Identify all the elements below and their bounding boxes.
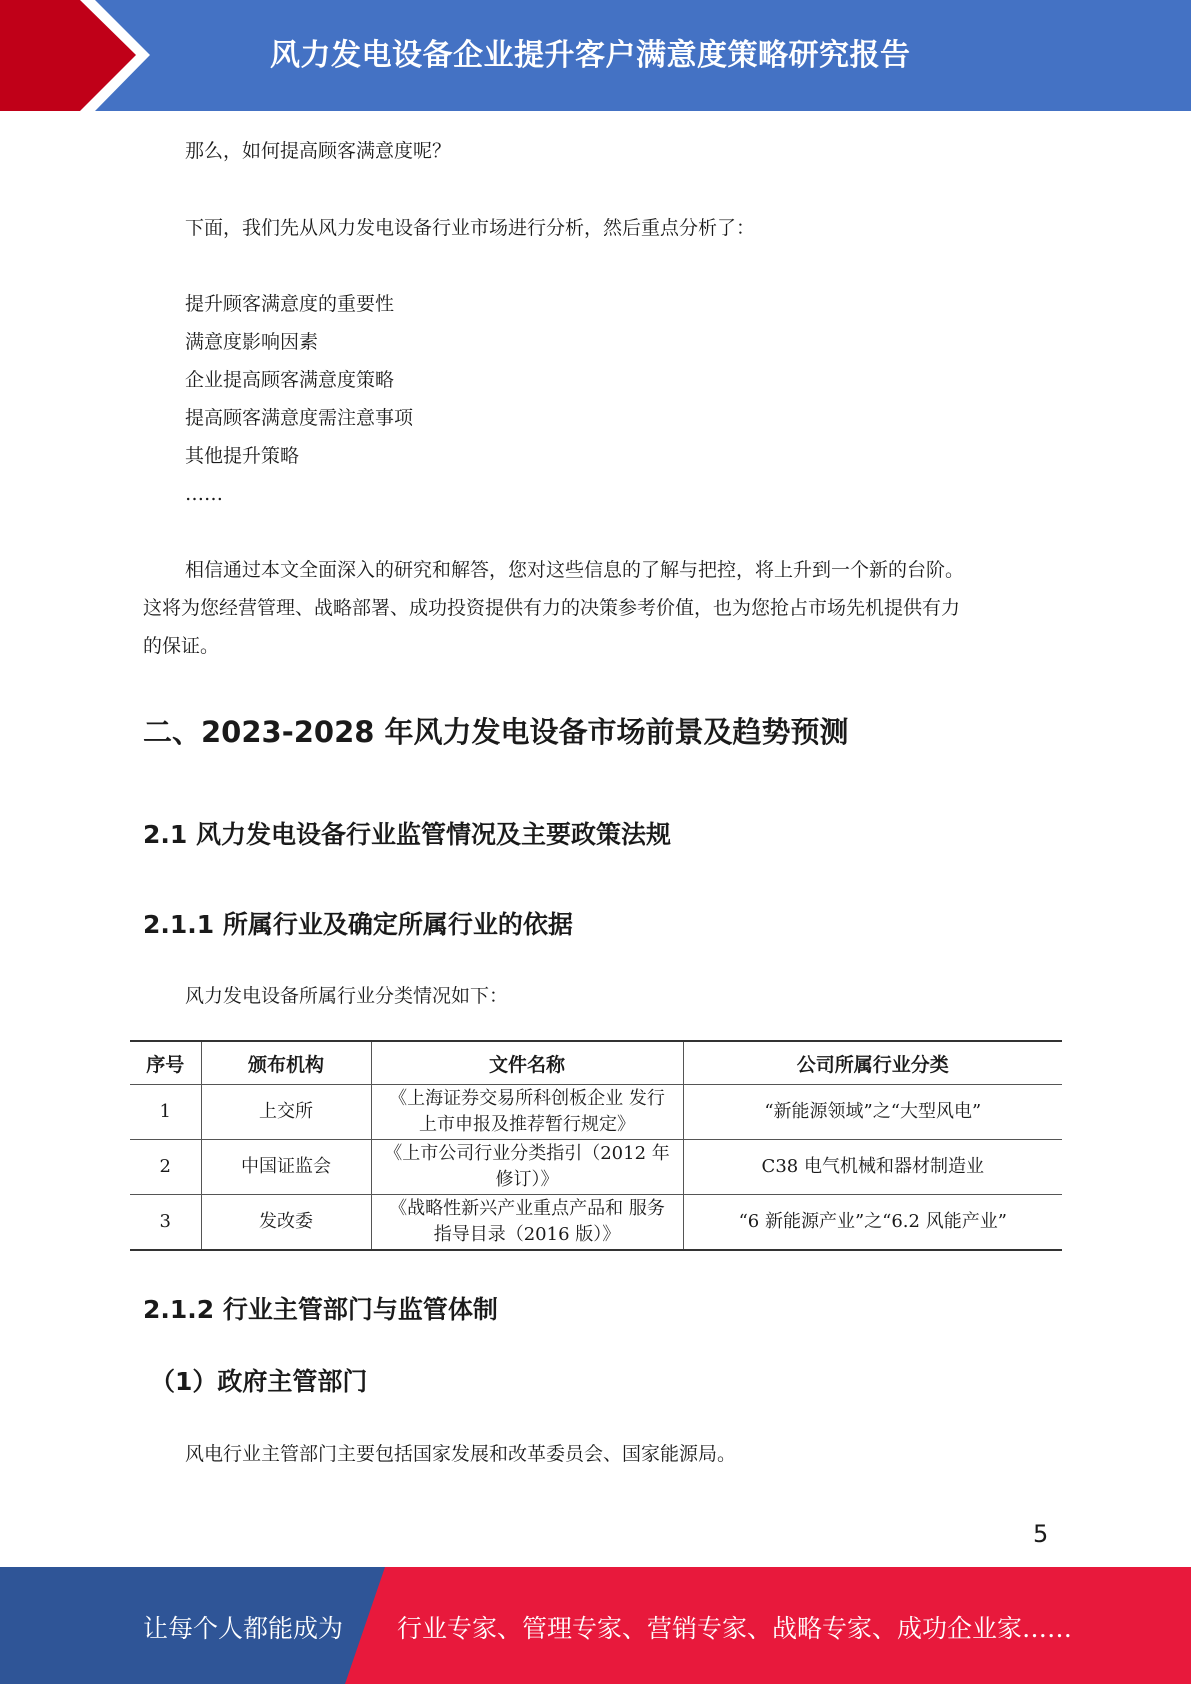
doc-line: 上市申报及推荐暂行规定》 bbox=[419, 1114, 635, 1135]
column-header: 文件名称 bbox=[371, 1041, 683, 1085]
issuing-body: 发改委 bbox=[201, 1195, 371, 1251]
list-item: 其他提升策略 bbox=[185, 445, 300, 467]
row-number: 1 bbox=[130, 1085, 201, 1140]
footer-slogan-left: 让每个人都能成为 bbox=[143, 1614, 344, 1643]
industry-classification-table bbox=[130, 1040, 1062, 1251]
table-row bbox=[130, 1140, 1062, 1195]
list-item: 企业提高顾客满意度策略 bbox=[185, 369, 395, 391]
column-header: 序号 bbox=[130, 1041, 201, 1085]
subsection-subheading: （1）政府主管部门 bbox=[150, 1367, 368, 1396]
column-header: 公司所属行业分类 bbox=[683, 1041, 1062, 1085]
doc-line: 《战略性新兴产业重点产品和 服务 bbox=[389, 1198, 665, 1219]
issuing-body: 上交所 bbox=[201, 1085, 371, 1140]
list-item: …… bbox=[185, 483, 223, 505]
industry-class: C38 电气机械和器材制造业 bbox=[683, 1140, 1062, 1195]
closing-line: 的保证。 bbox=[143, 635, 220, 657]
list-item: 提高顾客满意度需注意事项 bbox=[185, 407, 414, 429]
row-number: 2 bbox=[130, 1140, 201, 1195]
doc-line: 《上海证券交易所科创板企业 发行 bbox=[389, 1088, 665, 1109]
table-header-row bbox=[130, 1041, 1062, 1085]
list-item: 提升顾客满意度的重要性 bbox=[185, 293, 395, 315]
list-item: 满意度影响因素 bbox=[185, 331, 319, 353]
regulator-text: 风电行业主管部门主要包括国家发展和改革委员会、国家能源局。 bbox=[185, 1443, 737, 1465]
column-header: 颁布机构 bbox=[201, 1041, 371, 1085]
intro-question: 那么，如何提高顾客满意度呢？ bbox=[185, 140, 452, 162]
page-header bbox=[0, 0, 1191, 111]
document-name bbox=[371, 1085, 683, 1140]
doc-line: 修订）》 bbox=[495, 1169, 559, 1190]
closing-line: 相信通过本文全面深入的研究和解答，您对这些信息的了解与把控，将上升到一个新的台阶。 bbox=[185, 559, 965, 581]
table-intro: 风力发电设备所属行业分类情况如下： bbox=[185, 985, 509, 1007]
row-number: 3 bbox=[130, 1195, 201, 1251]
industry-class: “6 新能源产业”之“6.2 风能产业” bbox=[683, 1195, 1062, 1251]
doc-line: 《上市公司行业分类指引（2012 年 bbox=[384, 1143, 670, 1164]
intro-lead: 下面，我们先从风力发电设备行业市场进行分析，然后重点分析了： bbox=[185, 217, 756, 239]
subsection-heading: 2.1 风力发电设备行业监管情况及主要政策法规 bbox=[143, 820, 671, 849]
issuing-body: 中国证监会 bbox=[201, 1140, 371, 1195]
subsection-heading: 2.1.2 行业主管部门与监管体制 bbox=[143, 1295, 498, 1324]
page-number: 5 bbox=[1033, 1520, 1049, 1548]
subsection-heading: 2.1.1 所属行业及确定所属行业的依据 bbox=[143, 910, 573, 939]
report-title: 风力发电设备企业提升客户满意度策略研究报告 bbox=[270, 38, 911, 73]
industry-class: “新能源领域”之“大型风电” bbox=[683, 1085, 1062, 1140]
table-row bbox=[130, 1195, 1062, 1251]
page-footer bbox=[0, 1567, 1191, 1684]
table-row bbox=[130, 1085, 1062, 1140]
document-name bbox=[371, 1195, 683, 1251]
footer-slogan-right: 行业专家、管理专家、营销专家、战略专家、成功企业家…… bbox=[397, 1614, 1073, 1643]
closing-line: 这将为您经营管理、战略部署、成功投资提供有力的决策参考价值，也为您抢占市场先机提供有力 bbox=[143, 597, 961, 619]
section-heading: 二、2023-2028 年风力发电设备市场前景及趋势预测 bbox=[143, 715, 849, 749]
doc-line: 指导目录（2016 版）》 bbox=[433, 1224, 621, 1245]
document-name bbox=[371, 1140, 683, 1195]
